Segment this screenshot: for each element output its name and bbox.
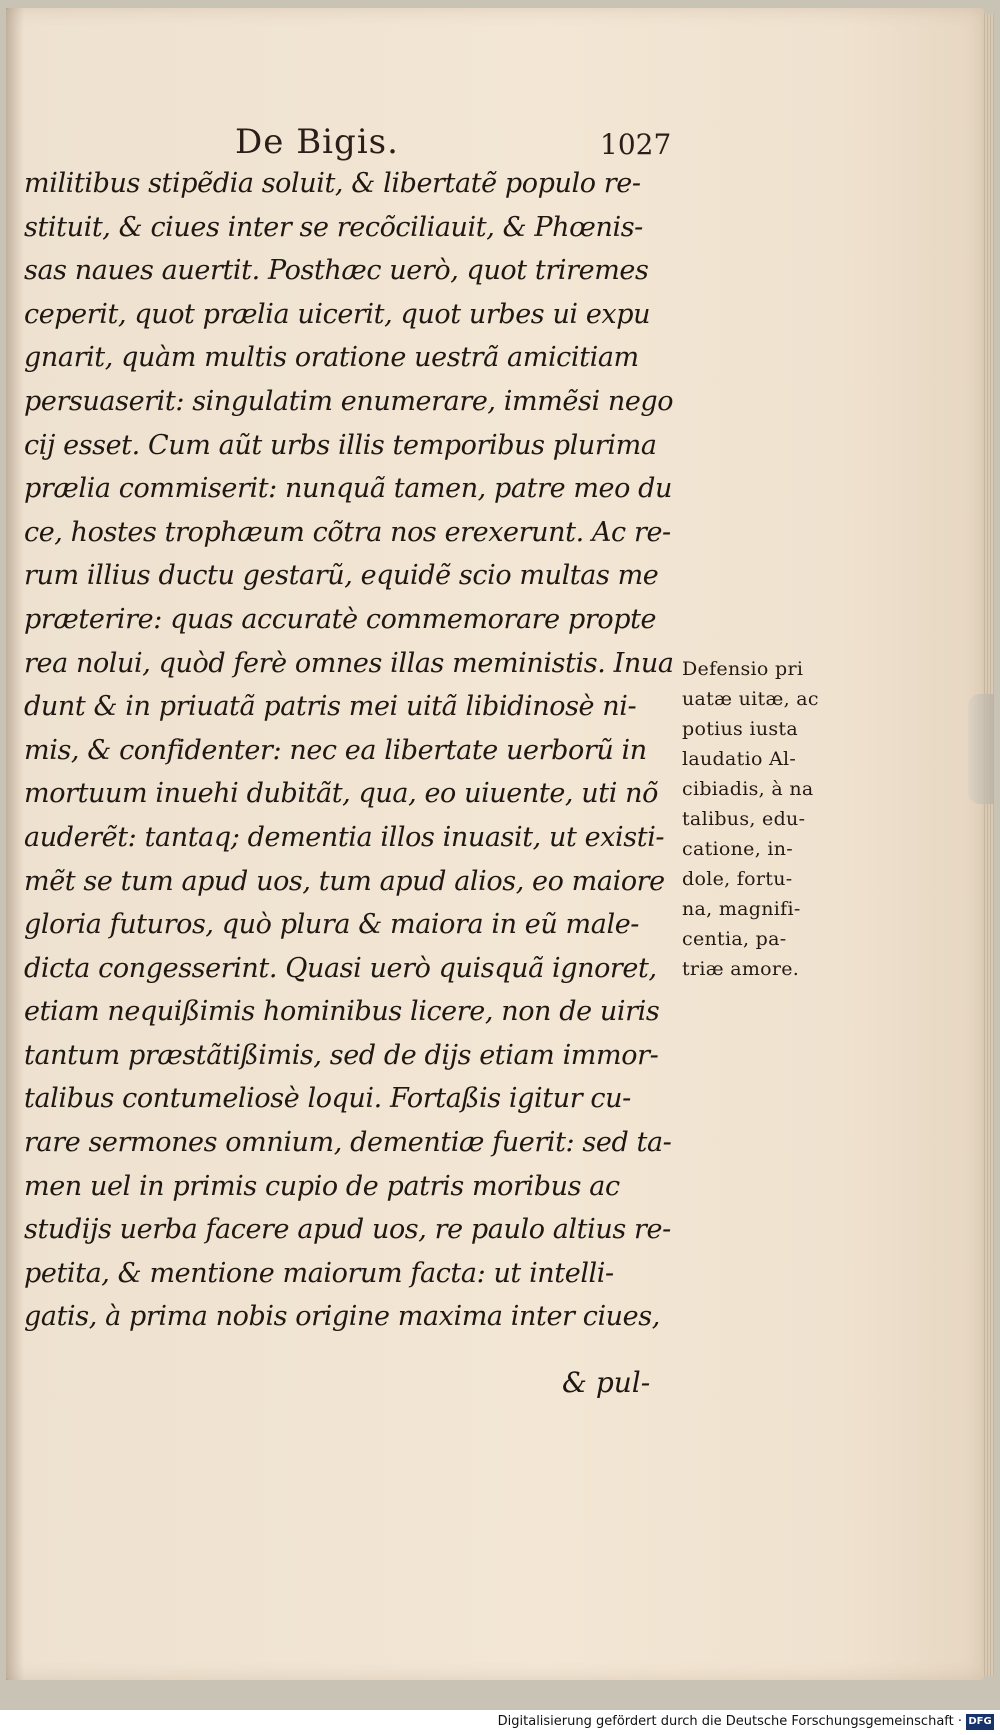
marginal-note-line: catione, in- [682, 838, 794, 860]
page-number: 1027 [600, 128, 672, 161]
text-line: auderẽt: tantaq; dementia illos inuasit, ut existi- [24, 821, 665, 853]
text-line: rum illius ductu gestarũ, equidẽ scio multas me [24, 560, 659, 592]
dfg-logo: DFG [966, 1714, 994, 1730]
running-head: De Bigis. [235, 122, 399, 162]
marginal-note-line: potius iusta [682, 718, 798, 740]
text-line: gatis, à prima nobis origine maxima inter ciues, [24, 1301, 660, 1333]
text-line: militibus stipẽdia soluit, & libertatẽ populo re- [24, 168, 641, 199]
text-line: præterire: quas accuratè commemorare propte [24, 603, 657, 635]
marginal-note-line: na, magnifi- [682, 898, 801, 920]
text-line: rea nolui, quòd ferè omnes illas meministis. Inua [24, 647, 674, 679]
text-line: tantum præstãtißimis, sed de dijs etiam immor- [24, 1039, 659, 1071]
catchword: & pul- [562, 1366, 651, 1399]
page-edge-stack [982, 14, 994, 1676]
text-line: sas naues auertit. Posthæc uerò, quot triremes [24, 255, 649, 287]
text-line: cij esset. Cum aũt urbs illis temporibus plurima [24, 429, 657, 461]
marginal-note [682, 654, 819, 984]
gutter-shadow [6, 8, 24, 1680]
text-line: dunt & in priuatã patris mei uitã libidinosè ni- [24, 691, 637, 723]
marginal-note-line: talibus, edu- [682, 808, 806, 830]
text-line: rare sermones omnium, dementiæ fuerit: sed ta- [24, 1127, 672, 1159]
text-line: mortuum inuehi dubitãt, qua, eo uiuente, uti nõ [24, 778, 658, 810]
footer-credit: Digitalisierung gefördert durch die Deutsche Forschungsgemeinschaft · [497, 1714, 962, 1729]
text-line: mis, & confidenter: nec ea libertate uerborũ in [24, 734, 647, 766]
page-clip [968, 694, 994, 804]
text-line: dicta congesserint. Quasi uerò quisquã ignoret, [24, 952, 657, 984]
marginal-note-line: Defensio pri [682, 658, 804, 680]
text-line: talibus contumeliosè loqui. Fortaßis igitur cu- [24, 1083, 631, 1115]
text-line: ceperit, quot prælia uicerit, quot urbes ui expu [24, 298, 651, 330]
marginal-note-line: triæ amore. [682, 958, 800, 980]
text-line: prælia commiserit: nunquã tamen, patre meo du [24, 473, 673, 505]
text-line: stituit, & ciues inter se recõciliauit, & Phœnis- [24, 211, 643, 243]
text-line: ce, hostes trophæum cõtra nos erexerunt. Ac re- [24, 516, 671, 548]
text-line: mẽt se tum apud uos, tum apud alios, eo maiore [24, 865, 665, 897]
marginal-note-line: centia, pa- [682, 928, 787, 950]
text-line: gloria futuros, quò plura & maiora in eũ male- [24, 909, 639, 941]
marginal-note-line: cibiadis, à na [682, 778, 814, 800]
marginal-note-line: dole, fortu- [682, 868, 793, 890]
marginal-note-line: uatæ uitæ, ac [682, 688, 819, 710]
text-line: gnarit, quàm multis oratione uestrã amicitiam [24, 342, 639, 374]
body-text [24, 162, 684, 1339]
text-line: studijs uerba facere apud uos, re paulo altius re- [24, 1214, 671, 1246]
marginal-note-line: laudatio Al- [682, 748, 797, 770]
footer-bar [0, 1710, 1000, 1735]
text-line: persuaserit: singulatim enumerare, immẽsi nego [24, 385, 674, 417]
text-line: men uel in primis cupio de patris moribus ac [24, 1170, 620, 1202]
text-line: etiam nequißimis hominibus licere, non de uiris [24, 996, 660, 1028]
text-line: petita, & mentione maiorum facta: ut intelli- [24, 1257, 614, 1289]
